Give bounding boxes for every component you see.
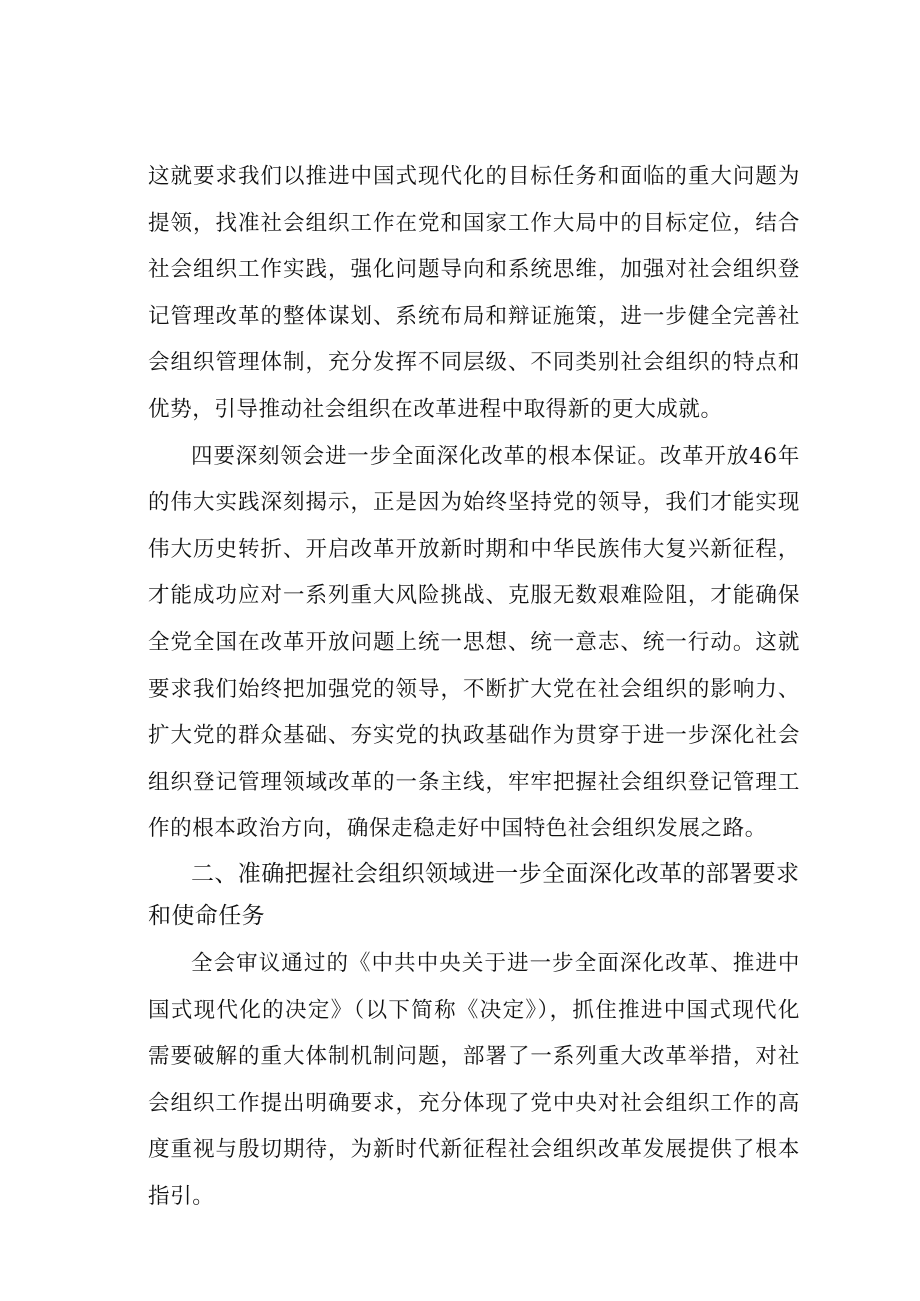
document-body <box>148 154 800 1220</box>
section-heading: 二、准确把握社会组织领域进一步全面深化改革的部署要求和使命任务 <box>148 860 800 929</box>
paragraph-fourth-requirement: 四要深刻领会进一步全面深化改革的根本保证。改革开放46年的伟大实践深刻揭示，正是因为始终坚持党的领导，我们才能实现伟大历史转折、开启改革开放新时期和中华民族伟大复兴新征程，才能成功应对一系列重大风险挑战、克服无数艰难险阻，才能确保全党全国在改革开放问题上统一思想、统一意志、统一行动。这就要求我们始终把加强党的领导，不断扩大党在社会组织的影响力、扩大党的群众基础、夯实党的执政基础作为贯穿于进一步深化社会组织登记管理领域改革的一条主线，牢牢把握社会组织登记管理工作的根本政治方向，确保走稳走好中国特色社会组织发展之路。 <box>148 443 800 842</box>
paragraph-continuation: 这就要求我们以推进中国式现代化的目标任务和面临的重大问题为提领，找准社会组织工作在党和国家工作大局中的目标定位，结合社会组织工作实践，强化问题导向和系统思维，加强对社会组织登记管理改革的整体谋划、系统布局和辩证施策，进一步健全完善社会组织管理体制，充分发挥不同层级、不同类别社会组织的特点和优势，引导推动社会组织在改革进程中取得新的更大成就。 <box>148 164 800 422</box>
paragraph-decision-summary: 全会审议通过的《中共中央关于进一步全面深化改革、推进中国式现代化的决定》（以下简称《决定》），抓住推进中国式现代化需要破解的重大体制机制问题，部署了一系列重大改革举措，对社会组织工作提出明确要求，充分体现了党中央对社会组织工作的高度重视与殷切期待，为新时代新征程社会组织改革发展提供了根本指引。 <box>148 950 800 1209</box>
